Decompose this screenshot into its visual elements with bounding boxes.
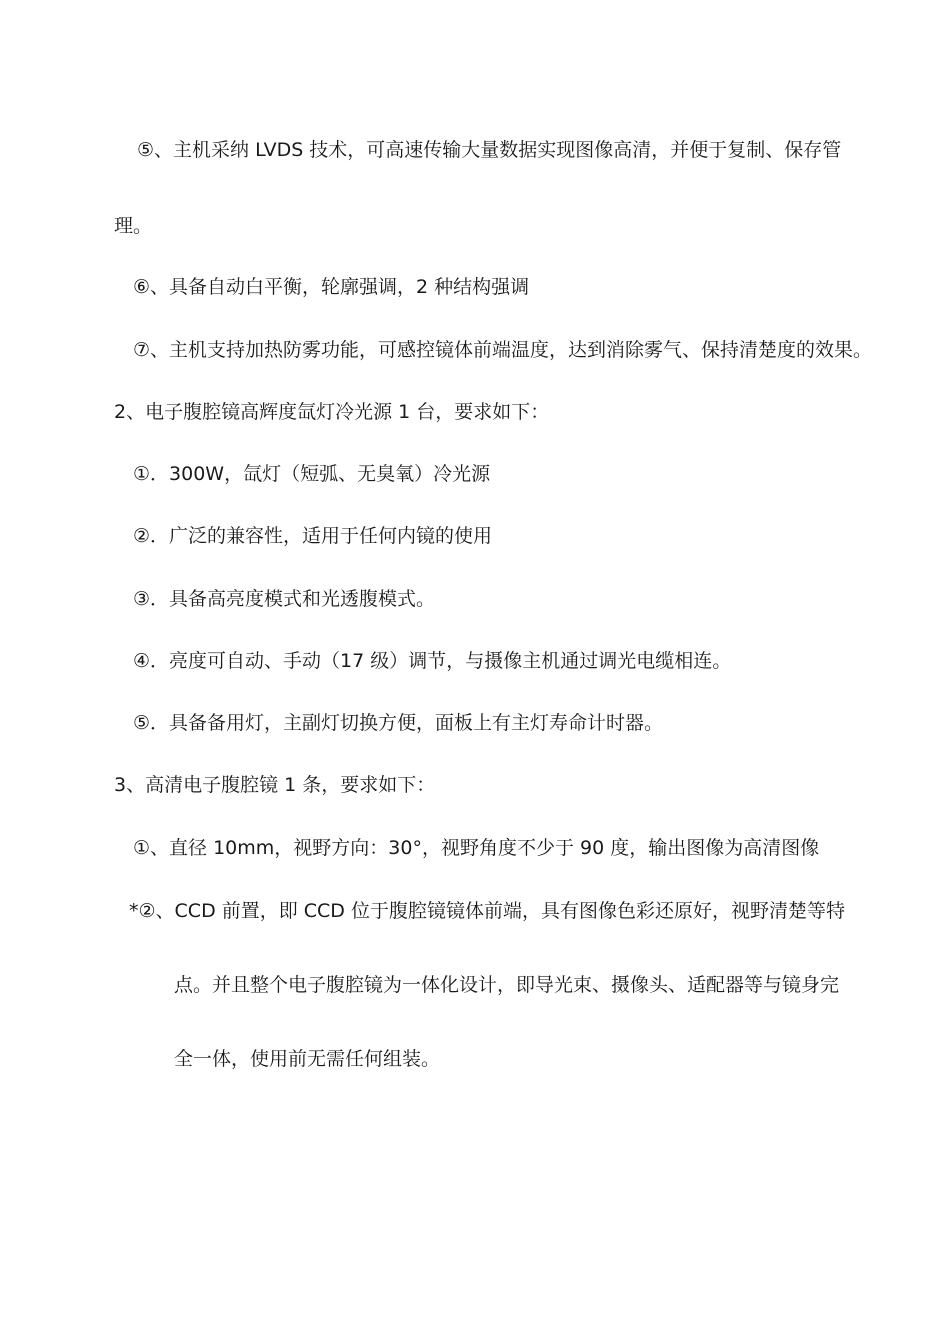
scope-item-1: ①、直径 10mm，视野方向：30°，视野角度不少于 90 度，输出图像为高清图像	[133, 837, 820, 859]
scope-item-2-line-2: 点。并且整个电子腹腔镜为一体化设计，即导光束、摄像头、适配器等与镜身完	[174, 974, 840, 996]
item-5-lvds-line-2: 理。	[114, 215, 153, 237]
scope-item-2-line-1: *②、CCD 前置，即 CCD 位于腹腔镜镜体前端，具有图像色彩还原好，视野清楚等特	[129, 900, 845, 922]
light-item-4: ④．亮度可自动、手动（17 级）调节，与摄像主机通过调光电缆相连。	[133, 650, 732, 672]
item-6-white-balance: ⑥、具备自动白平衡，轮廓强调，2 种结构强调	[133, 276, 530, 298]
section-2-heading: 2、电子腹腔镜高辉度氙灯冷光源 1 台，要求如下：	[114, 401, 550, 423]
light-item-3: ③．具备高亮度模式和光透腹模式。	[133, 588, 436, 610]
item-5-lvds-line-1: ⑤、主机采纳 LVDS 技术，可高速传输大量数据实现图像高清，并便于复制、保存管	[137, 139, 842, 161]
scope-item-2-line-3: 全一体，使用前无需任何组装。	[174, 1048, 441, 1070]
light-item-5: ⑤．具备备用灯，主副灯切换方便，面板上有主灯寿命计时器。	[133, 712, 664, 734]
item-7-antifog: ⑦、主机支持加热防雾功能，可感控镜体前端温度，达到消除雾气、保持清楚度的效果。	[133, 339, 873, 361]
light-item-2: ②．广泛的兼容性，适用于任何内镜的使用	[133, 525, 493, 547]
light-item-1: ①．300W，氙灯（短弧、无臭氧）冷光源	[133, 463, 491, 485]
section-3-heading: 3、高清电子腹腔镜 1 条，要求如下：	[114, 774, 436, 796]
